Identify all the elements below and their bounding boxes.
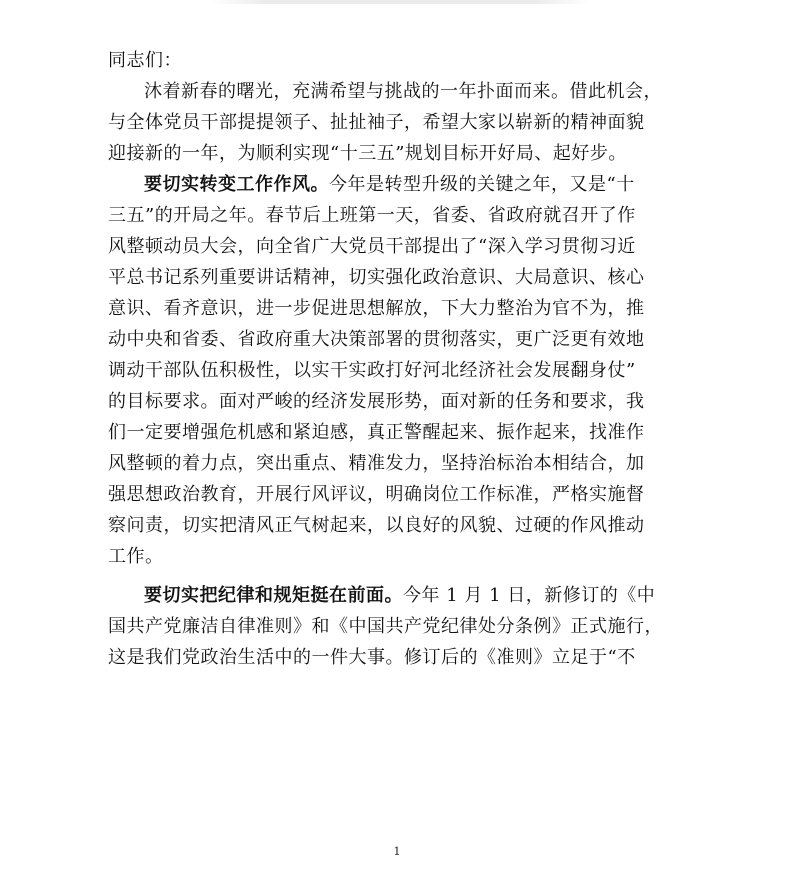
paragraph-line: 意识、看齐意识，进一步促进思想解放，下大力整治为官不为，推 (108, 298, 645, 319)
paragraph-intro (108, 76, 688, 169)
paragraph-line: 国共产党廉洁自律准则》和《中国共产党纪律处分条例》正式施行， (108, 616, 663, 637)
paragraph-line (108, 580, 688, 611)
paragraph-line: 这是我们党政治生活中的一件大事。修订后的《准则》立足于“不 (108, 647, 636, 668)
paragraph-text: 今年 1 月 1 日，新修订的《中 (403, 585, 656, 606)
paragraph-line: 的目标要求。面对严峻的经济发展形势，面对新的任务和要求，我 (108, 391, 645, 412)
paragraph-work-style (108, 169, 688, 572)
paragraph-line (108, 169, 688, 200)
paragraph-heading: 要切实转变工作作风。 (144, 174, 329, 195)
paragraph-line: 动中央和省委、省政府重大决策部署的贯彻落实，更广泛更有效地 (108, 329, 645, 350)
page-number: 1 (393, 845, 401, 858)
paragraph-line: 迎接新的一年，为顺利实现“十三五”规划目标开好局、起好步。 (108, 143, 627, 164)
paragraph-line: 平总书记系列重要讲话精神，切实强化政治意识、大局意识、核心 (108, 267, 645, 288)
salutation: 同志们： (108, 50, 182, 71)
paragraph-line: 沐着新春的曙光，充满希望与挑战的一年扑面而来。借此机会， (144, 81, 662, 102)
paragraph-line: 们一定要增强危机感和紧迫感，真正警醒起来、振作起来，找准作 (108, 422, 645, 443)
paragraph-line: 调动干部队伍积极性，以实干实政打好河北经济社会发展翻身仗” (108, 360, 636, 381)
document-body (108, 45, 688, 673)
paragraph-line: 强思想政治教育，开展行风评议，明确岗位工作标准，严格实施督 (108, 484, 645, 505)
paragraph-line: 风整顿动员大会，向全省广大党员干部提出了“深入学习贯彻习近 (108, 236, 636, 257)
paragraph-line: 察问责，切实把清风正气树起来，以良好的风貌、过硬的作风推动 (108, 515, 645, 536)
paragraph-discipline (108, 580, 688, 673)
paragraph-text: 今年是转型升级的关键之年，又是“十 (329, 174, 635, 195)
paragraph-line: 与全体党员干部提提领子、扯扯袖子，希望大家以崭新的精神面貌 (108, 112, 645, 133)
paragraph-line: 三五”的开局之年。春节后上班第一天，省委、省政府就召开了作 (108, 205, 636, 226)
paragraph-heading: 要切实把纪律和规矩挺在前面。 (144, 585, 403, 606)
scan-edge-artifact (210, 0, 590, 4)
paragraph-line: 风整顿的着力点，突出重点、精准发力，坚持治标治本相结合，加 (108, 453, 645, 474)
paragraph-line: 工作。 (108, 546, 164, 567)
